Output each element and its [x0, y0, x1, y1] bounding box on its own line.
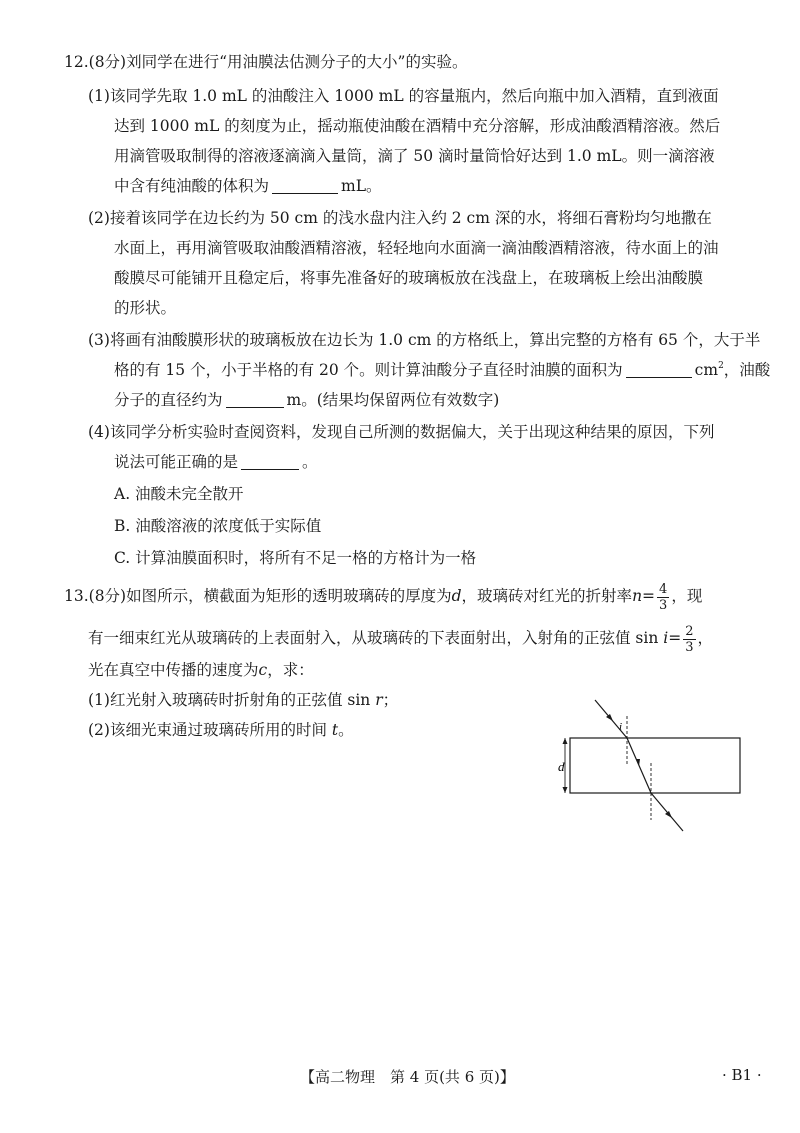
q12-part4-line1: (4)该同学分析实验时查阅资料，发现自己所测的数据偏大，关于出现这种结果的原因，下列	[88, 423, 715, 441]
var-i: i	[663, 629, 669, 647]
q12-part1-text: 中含有纯油酸的体积为	[114, 177, 270, 195]
var-r: r	[375, 691, 383, 709]
emergent-ray	[651, 793, 683, 831]
q13-line3	[88, 660, 314, 680]
q12-part3-note: m。(结果均保留两位有效数字)	[286, 391, 500, 409]
q12-heading: 12.(8分)刘同学在进行“用油膜法估测分子的大小”的实验。	[64, 53, 468, 71]
q12-part1-line4	[114, 176, 382, 196]
answer-blank-diameter[interactable]	[226, 393, 284, 408]
q12-part1-line3: 用滴管吸取制得的溶液逐滴滴入量筒，滴了 50 滴时量筒恰好达到 1.0 mL。则一滴溶液	[114, 147, 715, 165]
q13-sub2-end: 。	[338, 721, 354, 739]
q13-sub1	[88, 690, 398, 710]
q12-part2-line4: 的形状。	[114, 299, 177, 317]
q13-text5: ，	[697, 629, 714, 647]
thickness-arrow-top	[563, 738, 568, 744]
q12-part3-line3	[114, 390, 499, 410]
incidence-angle-label: i	[619, 721, 623, 733]
equals-sign-2: =	[668, 629, 682, 647]
q13-sub2-text: (2)该细光束通过玻璃砖所用的时间	[88, 721, 327, 739]
option-a[interactable]: A. 油酸未完全散开	[114, 485, 244, 503]
var-t: t	[331, 721, 339, 739]
q13-sub1-end: ；	[382, 691, 399, 709]
q12-part2-line3: 酸膜尽可能铺开且稳定后，将事先准备好的玻璃板放在浅盘上，在玻璃板上绘出油酸膜	[114, 269, 704, 287]
q12-part1-line1: (1)该同学先取 1.0 mL 的油酸注入 1000 mL 的容量瓶内，然后向瓶中加入酒精，直到液面	[88, 87, 719, 105]
answer-blank-volume[interactable]	[272, 179, 338, 194]
q12-part3-line1: (3)将画有油酸膜形状的玻璃板放在边长为 1.0 cm 的方格纸上，算出完整的方格有 65 个，大于半	[88, 331, 761, 349]
q13-text: 13.(8分)如图所示，横截面为矩形的透明玻璃砖的厚度为	[64, 587, 452, 605]
q12-part3-text2: 分子的直径约为	[114, 391, 223, 409]
page-footer: 【高二物理 第 4 页(共 6 页)】	[300, 1068, 515, 1086]
option-b[interactable]: B. 油酸溶液的浓度低于实际值	[114, 517, 322, 535]
q12-part4-end: 。	[302, 453, 318, 471]
q12-part2-line2: 水面上，再用滴管吸取油酸酒精溶液，轻轻地向水面滴一滴油酸酒精溶液，待水面上的油	[114, 239, 719, 257]
var-n: n	[632, 587, 643, 605]
q13-text6: 光在真空中传播的速度为	[88, 661, 259, 679]
q12-part1-line2: 达到 1000 mL 的刻度为止，摇动瓶使油酸在酒精中充分溶解，形成油酸酒精溶液。然后	[114, 117, 721, 135]
q13-sub1-text: (1)红光射入玻璃砖时折射角的正弦值 sin	[88, 691, 371, 709]
q12-part1-unit: mL。	[341, 177, 382, 195]
q12-part3-text-tail: ，油酸	[723, 361, 771, 379]
glass-brick	[570, 738, 740, 793]
page-code: · B1 ·	[722, 1066, 762, 1084]
fraction-denominator-2: 3	[685, 639, 694, 655]
q13-text2: ，玻璃砖对红光的折射率	[461, 587, 633, 605]
q12-part4-text: 说法可能正确的是	[114, 453, 239, 471]
q13-line1	[64, 578, 702, 614]
q13-line2	[88, 620, 713, 656]
q13-text4: 有一细束红光从玻璃砖的上表面射入，从玻璃砖的下表面射出，入射角的正弦值 sin	[88, 629, 659, 647]
fraction-numerator: 4	[659, 581, 668, 597]
fraction-sine-incidence	[683, 624, 695, 655]
answer-blank-choice[interactable]	[241, 455, 299, 470]
option-c[interactable]: C. 计算油膜面积时，将所有不足一格的方格计为一格	[114, 549, 477, 567]
q12-part3-unit: cm	[694, 361, 719, 379]
q12-part3-unit-exponent: 2	[718, 361, 724, 371]
var-d: d	[451, 587, 462, 605]
equals-sign: =	[642, 587, 656, 605]
glass-brick-figure	[555, 698, 755, 848]
var-c: c	[258, 661, 268, 679]
q12-part4-line2	[114, 452, 318, 472]
fraction-numerator-2: 2	[685, 623, 694, 639]
q13-text7: ，求：	[267, 661, 314, 679]
q13-sub2	[88, 720, 354, 740]
emergent-arrow	[665, 811, 672, 818]
q12-part2-line1: (2)接着该同学在边长约为 50 cm 的浅水盘内注入约 2 cm 深的水，将细石膏粉均匀地撒在	[88, 209, 712, 227]
thickness-label: d	[558, 759, 565, 774]
q12-part3-line2	[114, 360, 770, 380]
q13-text3: ，现	[671, 587, 703, 605]
fraction-refractive-index	[657, 582, 669, 613]
answer-blank-area[interactable]	[626, 363, 692, 378]
q12-part3-text: 格的有 15 个，小于半格的有 20 个。则计算油酸分子直径时油膜的面积为	[114, 361, 623, 379]
fraction-denominator: 3	[659, 597, 668, 613]
thickness-arrow-bottom	[563, 787, 568, 793]
